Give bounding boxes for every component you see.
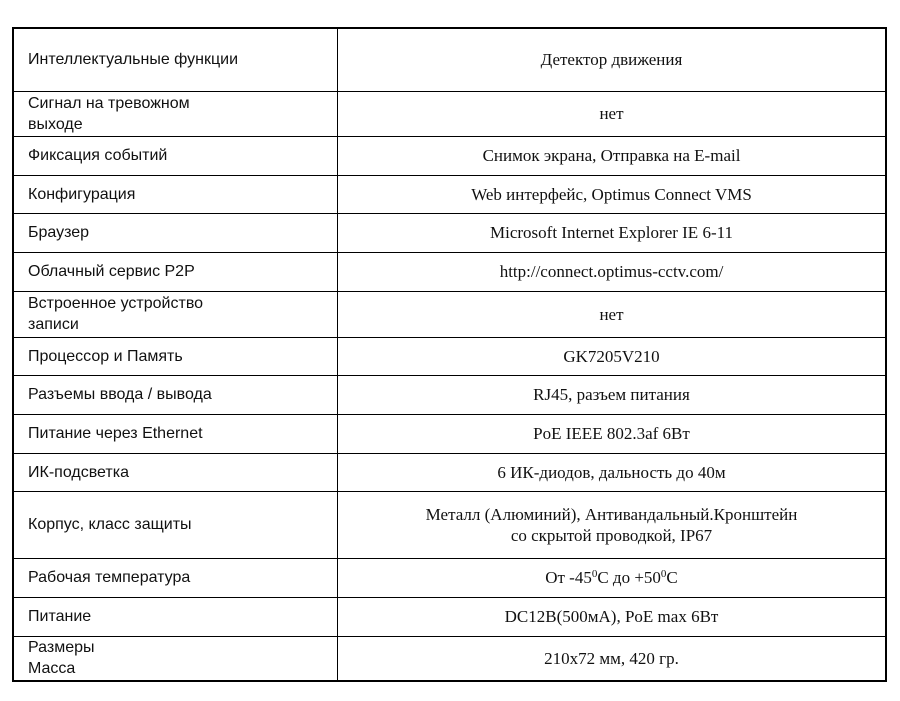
row-label xyxy=(13,491,338,558)
table-row xyxy=(13,558,886,597)
value-line: Web интерфейс, Optimus Connect VMS xyxy=(471,184,752,204)
value-line: 6 ИК-диодов, дальность до 40м xyxy=(497,462,726,482)
value-line: со скрытой проводкой, IP67 xyxy=(510,525,713,545)
table-row xyxy=(13,213,886,252)
value-line: Microsoft Internet Explorer IE 6-11 xyxy=(490,223,733,242)
temperature-max-text: C до +50 xyxy=(597,568,661,587)
label-line: Сигнал на тревожном xyxy=(28,94,190,112)
label-line: Интеллектуальные функции xyxy=(28,51,239,69)
label-line: Фиксация событий xyxy=(28,147,168,164)
table-row xyxy=(13,291,886,337)
row-value xyxy=(338,291,887,337)
row-label xyxy=(13,337,338,375)
row-value xyxy=(338,175,887,213)
value-line: нет xyxy=(599,104,624,123)
row-label xyxy=(13,375,338,414)
value-line: RJ45, разъем питания xyxy=(533,385,690,404)
row-value xyxy=(338,558,887,597)
value-line: Детектор движения xyxy=(540,50,683,70)
row-label xyxy=(13,91,338,136)
degree-superscript: 0 xyxy=(660,568,667,580)
row-value xyxy=(338,453,887,491)
row-value xyxy=(338,252,887,291)
row-label xyxy=(13,453,338,491)
value-line: нет xyxy=(599,304,624,324)
row-value xyxy=(338,337,887,375)
row-label xyxy=(13,414,338,453)
temperature-unit-text: C xyxy=(666,568,678,587)
label-line: Процессор и Память xyxy=(28,347,183,365)
row-value xyxy=(338,213,887,252)
row-label xyxy=(13,213,338,252)
label-line: записи xyxy=(28,316,79,333)
row-value xyxy=(338,136,887,175)
row-value xyxy=(338,636,887,681)
label-line: выходе xyxy=(28,115,83,133)
table-row xyxy=(13,375,886,414)
table-row xyxy=(13,175,886,213)
label-line: ИК-подсветка xyxy=(28,463,129,481)
row-label xyxy=(13,291,338,337)
label-line: Размеры xyxy=(28,639,95,657)
value-line: GK7205V210 xyxy=(563,346,660,366)
row-value xyxy=(338,91,887,136)
table-row xyxy=(13,252,886,291)
table-row xyxy=(13,597,886,636)
table-row xyxy=(13,453,886,491)
table-row xyxy=(13,28,886,91)
row-value xyxy=(338,28,887,91)
row-label xyxy=(13,28,338,91)
value-line: DC12В(500мА), PoE max 6Вт xyxy=(504,607,719,626)
value-line: 210x72 мм, 420 гр. xyxy=(544,648,679,668)
row-value xyxy=(338,597,887,636)
label-line: Конфигурация xyxy=(28,185,136,203)
label-line: Корпус, класс защиты xyxy=(28,516,192,533)
table-row xyxy=(13,636,886,681)
table-row xyxy=(13,91,886,136)
label-line: Питание через Ethernet xyxy=(28,425,203,442)
degree-superscript: 0 xyxy=(591,568,598,580)
value-line: http://connect.optimus-cctv.com/ xyxy=(499,262,724,281)
label-line: Облачный сервис P2P xyxy=(28,263,195,280)
row-label xyxy=(13,175,338,213)
table-row xyxy=(13,337,886,375)
label-line: Питание xyxy=(28,608,92,625)
table-row xyxy=(13,136,886,175)
label-line: Встроенное устройство xyxy=(28,295,204,312)
label-line: Браузер xyxy=(28,224,90,241)
row-value xyxy=(338,414,887,453)
specifications-table xyxy=(12,27,887,682)
label-line: Разъемы ввода / вывода xyxy=(28,386,212,403)
row-label xyxy=(13,136,338,175)
value-line: PoE IEEE 802.3af 6Вт xyxy=(533,424,690,443)
temperature-min-text: От -45 xyxy=(545,568,592,587)
label-line: Масса xyxy=(28,660,76,678)
row-label xyxy=(13,636,338,681)
row-label xyxy=(13,252,338,291)
row-value xyxy=(338,375,887,414)
value-line: Металл (Алюминий), Антивандальный.Кронштейн xyxy=(425,504,798,524)
row-value xyxy=(338,491,887,558)
table-row xyxy=(13,491,886,558)
row-label xyxy=(13,558,338,597)
table-row xyxy=(13,414,886,453)
row-label xyxy=(13,597,338,636)
value-line: Снимок экрана, Отправка на E-mail xyxy=(482,146,741,165)
label-line: Рабочая температура xyxy=(28,569,191,586)
